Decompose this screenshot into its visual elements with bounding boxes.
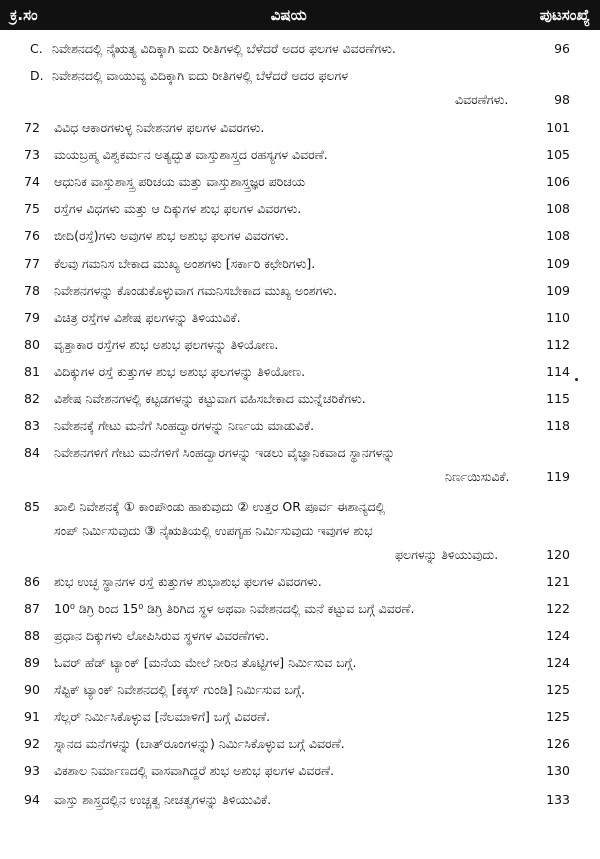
entry-page: 96: [554, 41, 570, 56]
entry-number: 79: [24, 310, 40, 325]
entry-text: ಸೆಲ್ಲರ್ ನಿರ್ಮಿಸಿಕೊಳ್ಳುವ [ನೆಲಮಾಳಿಗೆ] ಬಗ್ಗೆ ವಿವರಣೆ.: [54, 709, 271, 724]
entry-number: 74: [24, 174, 40, 189]
entry-text: ಕೆಲವು ಗಮನಿಸ ಬೇಕಾದ ಮುಖ್ಯ ಅಂಶಗಳು [ಸರ್ಕಾರಿ ಕಛೇರಿಗಳು].: [54, 256, 316, 271]
entry-number: 82: [24, 391, 40, 406]
entry-text: ನಿವೇಶನಕ್ಕೆ ಗೇಟು ಮನೆಗೆ ಸಿಂಹದ್ವಾರಗಳನ್ನು ನಿರ್ಣಯ ಮಾಡುವಿಕೆ.: [54, 418, 315, 433]
entry-page: 108: [546, 228, 570, 243]
entry-number: 93: [24, 763, 40, 778]
entry-number: 85: [24, 499, 40, 514]
entry-page: 98: [554, 92, 570, 107]
entry-text: ನಿವೇಶನದಲ್ಲಿ ನೈಋತ್ಯ ವಿದಿಕ್ಕಾಗಿ ಐದು ರೀತಿಗಳಲ್ಲಿ ಬೆಳೆದರೆ ಅದರ ಫಲಗಳ ವಿವರಣೆಗಳು.: [52, 41, 396, 56]
entry-text: ವಿಚಿತ್ರ ರಸ್ತೆಗಳ ವಿಶೇಷ ಫಲಗಳನ್ನು ತಿಳಿಯುವಿಕೆ.: [54, 310, 241, 325]
entry-page: 124: [546, 655, 570, 670]
entry-text: ನಿವೇಶನಗಳಿಗೆ ಗೇಟು ಮನೆಗಳಿಗೆ ಸಿಂಹದ್ವಾರಗಳನ್ನು ಇಡಲು ವೈಜ್ಞಾನಿಕವಾದ ಸ್ಥಾನಗಳನ್ನು: [54, 445, 395, 460]
entry-page: 133: [546, 792, 570, 807]
entry-text: ಆಧುನಿಕ ವಾಸ್ತುಶಾಸ್ತ್ರ ಪರಿಚಯ ಮತ್ತು ವಾಸ್ತುಶಾಸ್ತ್ರಜ್ಞರ ಪರಿಚಯ: [54, 174, 306, 189]
entry-text-cont: ನಿರ್ಣಯಿಸುವಿಕೆ.: [445, 469, 510, 484]
entry-number: 73: [24, 147, 40, 162]
entry-page: 109: [546, 283, 570, 298]
entry-page: 125: [546, 709, 570, 724]
entry-number: 89: [24, 655, 40, 670]
entry-page: 109: [546, 256, 570, 271]
entry-number: C.: [30, 41, 43, 56]
entry-number: 86: [24, 574, 40, 589]
entry-number: 90: [24, 682, 40, 697]
entry-text: ಬೀದಿ(ರಸ್ತೆ)ಗಳು ಅವುಗಳ ಶುಭ ಅಶುಭ ಫಲಗಳ ವಿವರಗಳು.: [54, 228, 289, 243]
entry-page: 120: [546, 547, 570, 562]
entry-number: D.: [30, 68, 44, 83]
entry-page: 119: [546, 469, 570, 484]
table-header: [0, 0, 600, 30]
entry-page: 121: [546, 574, 570, 589]
entry-page: 125: [546, 682, 570, 697]
entry-page: 105: [546, 147, 570, 162]
entry-page: 126: [546, 736, 570, 751]
entry-number: 72: [24, 120, 40, 135]
entry-page: 130: [546, 763, 570, 778]
entry-text: ವಿಶೇಷ ನಿವೇಶನಗಳಲ್ಲಿ ಕಟ್ಟಡಗಳನ್ನು ಕಟ್ಟುವಾಗ ವಹಿಸಬೇಕಾದ ಮುನ್ನೆಚರಿಕೆಗಳು.: [54, 391, 366, 406]
page-mark: [575, 378, 578, 381]
entry-text: ಖಾಲಿ ನಿವೇಶನಕ್ಕೆ ① ಕಾಂಪೌಂಡು ಹಾಕುವುದು ② ಉತ್ತರ OR ಪೂರ್ವ ಈಶಾನ್ಯದಲ್ಲಿ: [54, 499, 386, 514]
entry-number: 81: [24, 364, 40, 379]
entry-text: ವೃತ್ತಾಕಾರ ರಸ್ತೆಗಳ ಶುಭ ಅಶುಭ ಫಲಗಳನ್ನು ತಿಳಿಯೋಣ.: [54, 337, 279, 352]
entry-text-cont: ವಿವರಣೆಗಳು.: [455, 92, 509, 107]
header-serial: ಕ್ರ.ಸಂ: [10, 6, 38, 24]
entry-text-cont: ಸಂಪ್ ನಿರ್ಮಿಸುವುದು ③ ನೈಋತಿಯಲ್ಲಿ ಉಪಗೃಹ ನಿರ್ಮಿಸುವುದು ಇವುಗಳ ಶುಭ: [54, 523, 373, 538]
entry-page: 114: [546, 364, 570, 379]
entry-text: ರಸ್ತೆಗಳ ವಿಧಗಳು ಮತ್ತು ಆ ದಿಕ್ಕುಗಳ ಶುಭ ಫಲಗಳ ವಿವರಗಳು.: [54, 201, 302, 216]
entry-text: ಪ್ರಧಾನ ದಿಕ್ಕುಗಳು ಲೋಪಿಸಿರುವ ಸ್ಥಳಗಳ ವಿವರಣೆಗಳು.: [54, 628, 270, 643]
entry-page: 110: [546, 310, 570, 325]
header-page: ಪುಟಸಂಖ್ಯೆ: [539, 6, 590, 24]
entry-text: ನಿವೇಶನಗಳನ್ನು ಕೊಂಡುಕೊಳ್ಳುವಾಗ ಗಮನಿಸಬೇಕಾದ ಮುಖ್ಯ ಅಂಶಗಳು.: [54, 283, 338, 298]
entry-number: 75: [24, 201, 40, 216]
entry-text: ವಿವಿಧ ಆಕಾರಗಳುಳ್ಳ ನಿವೇಶನಗಳ ಫಲಗಳ ವಿವರಗಳು.: [54, 120, 265, 135]
entry-number: 88: [24, 628, 40, 643]
entry-number: 87: [24, 601, 40, 616]
entry-number: 94: [24, 792, 40, 807]
entry-text: ಶುಭ ಉಚ್ಛ ಸ್ಥಾನಗಳ ರಸ್ತೆ ಕುತ್ತುಗಳ ಶುಭಾಶುಭ ಫಲಗಳ ವಿವರಗಳು.: [54, 574, 322, 589]
entry-page: 115: [546, 391, 570, 406]
header-subject: ವಿಷಯ: [270, 6, 307, 24]
entry-number: 92: [24, 736, 40, 751]
entry-page: 122: [546, 601, 570, 616]
entry-number: 83: [24, 418, 40, 433]
entry-page: 101: [546, 120, 570, 135]
entry-text-cont: ಫಲಗಳನ್ನು ತಿಳಿಯುವುದು.: [395, 547, 499, 562]
entry-page: 106: [546, 174, 570, 189]
entry-text: 10⁰ ಡಿಗ್ರಿ ರಿಂದ 15⁰ ಡಿಗ್ರಿ ತಿರಿಗಿದ ಸ್ಥಳ ಅಥವಾ ನಿವೇಶನದಲ್ಲಿ ಮನೆ ಕಟ್ಟುವ ಬಗ್ಗೆ ವಿವರಣೆ.: [54, 601, 415, 616]
entry-text: ವಿಕಶಾಲ ನಿರ್ಮಾಣದಲ್ಲಿ ವಾಸವಾಗಿದ್ದರೆ ಶುಭ ಅಶುಭ ಫಲಗಳ ವಿವರಣೆ.: [54, 763, 335, 778]
entry-number: 76: [24, 228, 40, 243]
entry-number: 80: [24, 337, 40, 352]
entry-page: 112: [546, 337, 570, 352]
entry-text: ಸ್ನಾನದ ಮನೆಗಳನ್ನು (ಬಾತ್‌ರೂಂಗಳನ್ನು) ನಿರ್ಮಿಸಿಕೊಳ್ಳುವ ಬಗ್ಗೆ ವಿವರಣೆ.: [54, 736, 345, 751]
entry-text: ನಿವೇಶನದಲ್ಲಿ ವಾಯುವ್ಯ ವಿದಿಕ್ಕಾಗಿ ಐದು ರೀತಿಗಳಲ್ಲಿ ಬೆಳೆದರೆ ಅದರ ಫಲಗಳ: [52, 68, 349, 83]
entry-text: ಮಯಬ್ರಹ್ಮ ವಿಶ್ವಕರ್ಮನ ಅತ್ಯದ್ಭುತ ವಾಸ್ತುಶಾಸ್ತ್ರದ ರಹಸ್ಯಗಳ ವಿವರಣೆ.: [54, 147, 328, 162]
entry-text: ಓವರ್ ಹೆಡ್ ಟ್ಯಾಂಕ್ [ಮನೆಯ ಮೇಲೆ ನೀರಿನ ತೊಟ್ಟಿಗಳ] ನಿರ್ಮಿಸುವ ಬಗ್ಗೆ.: [54, 655, 357, 670]
entry-text: ಸೆಪ್ಟಿಕ್ ಟ್ಯಾಂಕ್ ನಿವೇಶನದಲ್ಲಿ [ಕಕ್ಕಸ್ ಗುಂಡಿ] ನಿರ್ಮಿಸುವ ಬಗ್ಗೆ.: [54, 682, 305, 697]
entry-text: ವಾಸ್ತು ಶಾಸ್ತ್ರದಲ್ಲಿನ ಉಚ್ಚತ್ವ ನೀಚತ್ವಗಳನ್ನು ತಿಳಿಯುವಿಕೆ.: [54, 792, 272, 807]
entry-page: 124: [546, 628, 570, 643]
entry-number: 84: [24, 445, 40, 460]
entry-text: ವಿದಿಕ್ಕುಗಳ ರಸ್ತೆ ಕುತ್ತುಗಳ ಶುಭ ಅಶುಭ ಫಲಗಳನ್ನು ತಿಳಿಯೋಣ.: [54, 364, 306, 379]
entry-page: 118: [546, 418, 570, 433]
entry-number: 77: [24, 256, 40, 271]
entry-page: 108: [546, 201, 570, 216]
entry-number: 91: [24, 709, 40, 724]
entry-number: 78: [24, 283, 40, 298]
